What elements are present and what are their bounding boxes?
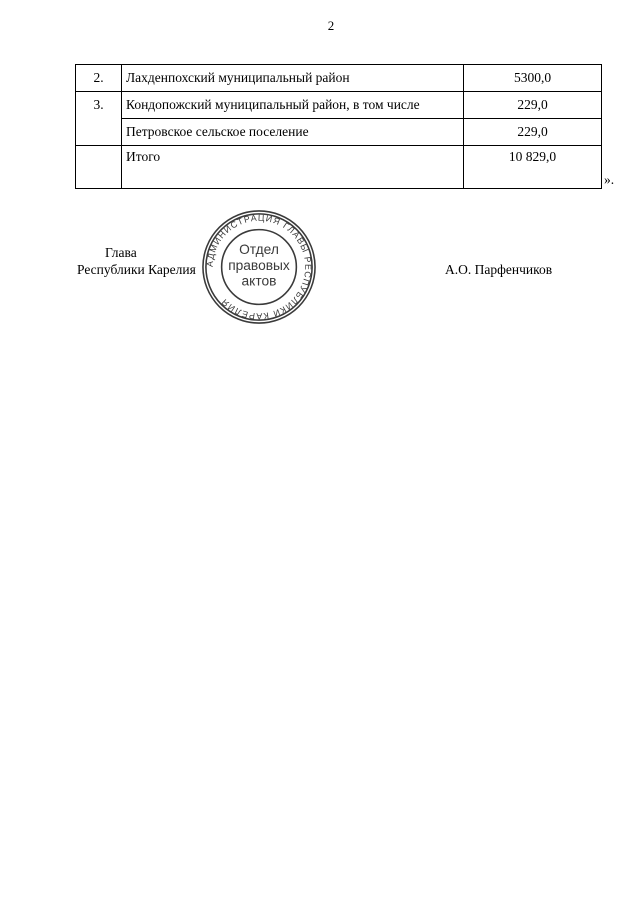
seal-center-line3: актов xyxy=(241,273,277,289)
row-amount: 229,0 xyxy=(464,119,602,146)
row-name: Лахденпохский муниципальный район xyxy=(122,65,464,92)
seal-center-line1: Отдел xyxy=(239,242,279,258)
allocation-table xyxy=(75,64,602,189)
signatory-name: А.О. Парфенчиков xyxy=(445,262,553,277)
row-name: Петровское сельское поселение xyxy=(122,119,464,146)
signatory-title-line2: Республики Карелия xyxy=(77,262,196,277)
row-name: Кондопожский муниципальный район, в том числе xyxy=(122,92,464,119)
row-number xyxy=(76,146,122,189)
seal-center-line2: правовых xyxy=(228,257,290,273)
official-seal-stamp xyxy=(200,208,318,326)
seal-ring-text: АДМИНИСТРАЦИЯ ГЛАВЫ РЕСПУБЛИКИ КАРЕЛИЯ xyxy=(204,212,314,322)
row-name: Итого xyxy=(122,146,464,189)
row-amount: 10 829,0 xyxy=(464,146,602,189)
row-amount: 5300,0 xyxy=(464,65,602,92)
row-amount: 229,0 xyxy=(464,92,602,119)
table-row xyxy=(76,119,602,146)
table-row-total xyxy=(76,146,602,189)
closing-quote: ». xyxy=(604,172,615,187)
signatory-title-line1: Глава xyxy=(105,245,137,260)
row-number: 2. xyxy=(76,65,122,92)
page-number: 2 xyxy=(327,18,335,33)
table-row xyxy=(76,92,602,119)
row-number: 3. xyxy=(76,92,122,146)
table-row xyxy=(76,65,602,92)
